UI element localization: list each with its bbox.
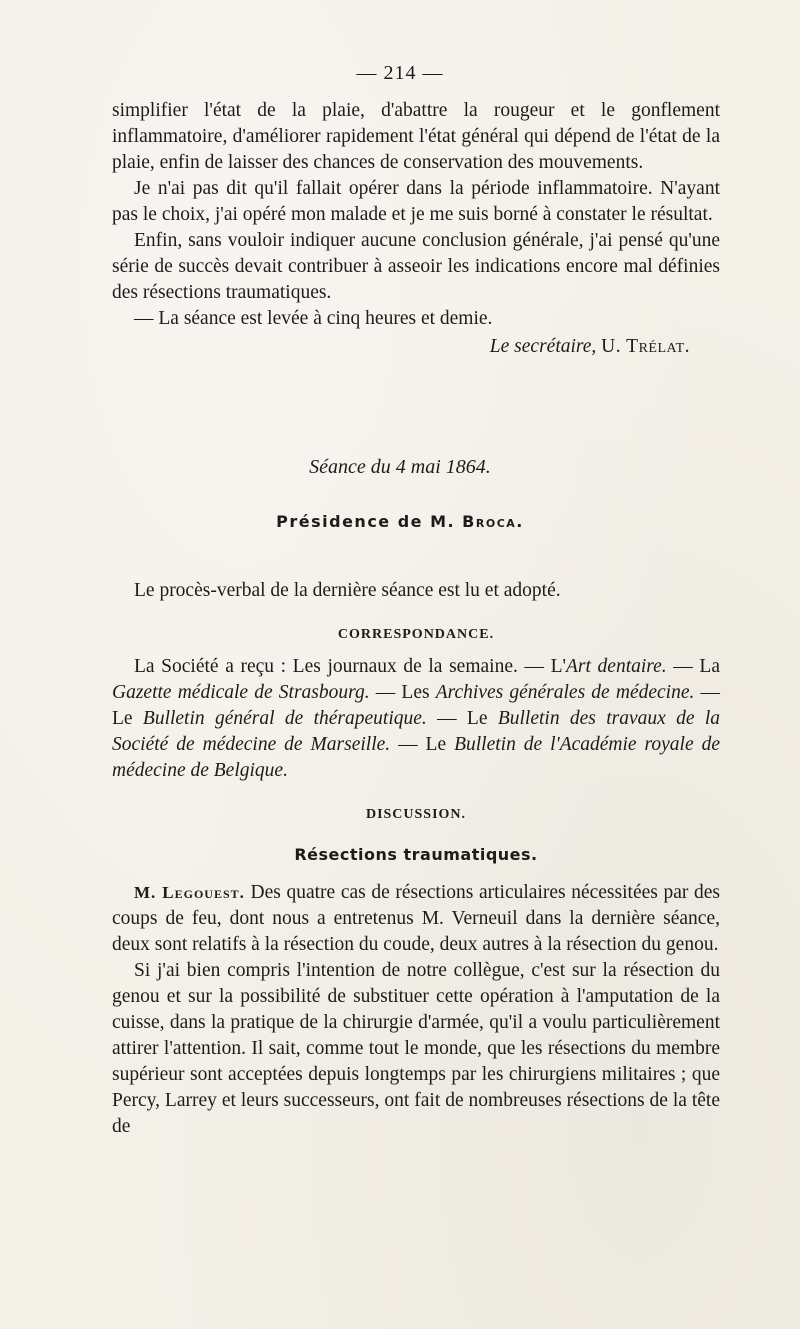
signature-role: Le secrétaire, [489,336,597,357]
discussion-heading: DISCUSSION. [365,807,467,822]
journal-title: Bulletin de l'Académie royale de médecine de Belgique. [112,734,720,781]
correspondance-heading: CORRESPONDANCE. [337,627,495,642]
text: — Le [112,682,721,729]
paragraph: Si j'ai bien compris l'intention de notre collègue, c'est sur la résection du genou et sur la possibilité de substituer cette opération à l'amputation de la cuisse, dans la pratique de la chirurgie d'armée, qu'il a voulu particulièrement attirer l'attention. Il sait, comme tout le monde, que les résections du membre supérieur sont acceptées depuis longtemps par les chirurgiens militaires ; que Percy, Larrey et leurs successeurs, ont fait de nombreuses résections de la tête de [112,960,720,1137]
correspondance-section [112,578,720,784]
presidence-name: Broca. [462,512,524,531]
proces-verbal: Le procès-verbal de la dernière séance est lu et adopté. [134,580,561,601]
journal-title: Bulletin général de thérapeutique. [142,708,427,729]
paragraph: — La séance est levée à cinq heures et demie. [134,308,493,329]
journal-title: Art dentaire. [566,656,667,677]
journal-title: Bulletin des travaux de la Société de médecine de Marseille. [112,708,720,755]
text: — La [666,656,720,677]
text: — Le [426,708,498,729]
correspondance-paragraph [112,654,720,784]
page-number: — 214 — [356,62,444,84]
seance-title: Séance du 4 mai 1864. [309,456,491,478]
discussion-section [112,802,720,1140]
paragraph [112,880,720,958]
text: — Le [390,734,455,755]
presidence-line [0,512,800,531]
discussion-subheading: Résections traumatiques. [294,845,538,864]
paragraph: Enfin, sans vouloir indiquer aucune conclusion générale, j'ai pensé qu'une série de succès devait contribuer à asseoir les indications encore mal définies des résections traumatiques. [112,230,720,303]
text: Des quatre cas de résections articulaires nécessitées par des coups de feu, dont nous a entretenus M. Verneuil dans la dernière séance, deux sont relatifs à la résection du coude, deux autres à la résection du genou. [112,882,720,955]
text: — Les [369,682,436,703]
speaker-name: M. Legouest. [134,883,245,902]
paragraph: simplifier l'état de la plaie, d'abattre la rougeur et le gonflement inflammatoire, d'améliorer rapidement l'état général qui dépend de l'état de la plaie, enfin de laisser des chances de conservation des mouvements. [112,100,720,173]
journal-title: Archives générales de médecine. [435,682,695,703]
text: La Société a reçu : Les journaux de la semaine. — L' [134,656,567,677]
paragraph: Je n'ai pas dit qu'il fallait opérer dans la période inflammatoire. N'ayant pas le choix, j'ai opéré mon malade et je me suis borné à constater le résultat. [112,178,720,225]
presidence-prefix: Présidence de M. [276,512,456,531]
signature-name: U. Trélat. [601,336,690,357]
journal-title: Gazette médicale de Strasbourg. [112,682,370,703]
signature [112,334,720,360]
top-section [112,98,720,360]
